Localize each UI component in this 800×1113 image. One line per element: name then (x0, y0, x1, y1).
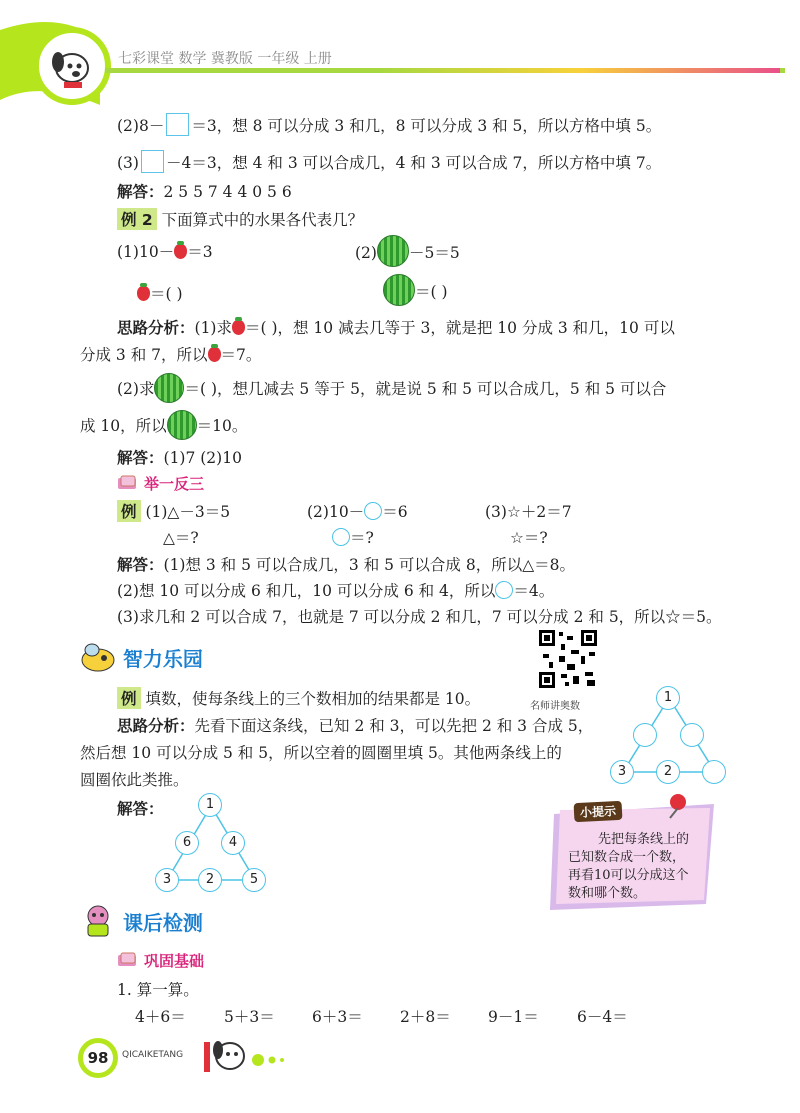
triangle-puzzle (608, 682, 758, 787)
answer-circle-mid-right: 4 (221, 831, 245, 855)
circle-bottom-right (702, 760, 726, 784)
question-1-item: 5＋3＝ (224, 1008, 275, 1026)
answer-circle-top: 1 (198, 793, 222, 817)
tip-line-1: 先把每条线上的 (598, 832, 690, 847)
answer-circle-mid-left: 6 (175, 831, 199, 855)
example-tag: 例 (117, 687, 141, 709)
ex3-problem-3: (3)☆＋2＝7 (485, 503, 572, 521)
strawberry-icon (232, 320, 245, 335)
ex3-question-3: ☆＝? (510, 529, 548, 547)
answer-1: 解答：2 5 5 7 4 4 0 5 6 (117, 183, 292, 201)
tip-line-2: 已知数合成一个数， (568, 850, 686, 865)
circle-top: 1 (656, 686, 680, 710)
question-1-title: 1. 算一算。 (117, 981, 199, 999)
tip-title: 小提示 (574, 801, 623, 822)
analysis-4-3: 圆圈依此类推。 (80, 771, 189, 789)
analysis-2: (2)求 ＝( )，想几减去 5 等于 5，就是说 5 和 5 可以合成几，5 和 5 可以合 (117, 373, 666, 403)
question-1-item: 2＋8＝ (400, 1008, 451, 1026)
line-2: (3) －4＝3，想 4 和 3 可以合成几，4 和 3 可以合成 7，所以方格中填 7。 (117, 150, 661, 173)
triangle-answer (155, 792, 275, 892)
example-3: 例 (1)△－3＝5 (117, 500, 230, 522)
tip-note (546, 800, 716, 910)
answer-circle-bottom-right: 5 (242, 868, 266, 892)
dog-mascot-icon (46, 40, 100, 94)
analysis-4-2: 然后想 10 可以分成 5 和 5，所以空着的圆圈里填 5。其他两条线上的 (80, 744, 562, 762)
watermelon-icon (154, 373, 184, 403)
cartoon-character-icon (78, 902, 118, 938)
answer-circle-bottom-mid: 2 (198, 868, 222, 892)
page-number-badge (78, 1038, 118, 1078)
ex3-problem-2: (2)10－ ＝6 (307, 503, 408, 521)
example-tag: 例 (117, 500, 141, 522)
analysis-4-1: 思路分析：先看下面这条线，已知 2 和 3，可以先把 2 和 3 合成 5， (117, 717, 594, 735)
analysis-1: 思路分析：(1)求 ＝( )，想 10 减去几等于 3，就是把 10 分成 3 和几，10 可以 (117, 319, 675, 337)
footer-brand: QICAIKETANG (122, 1050, 184, 1060)
pencil-note-icon (117, 475, 139, 491)
footer-mascot-icon (200, 1034, 290, 1078)
circle-shape-icon (364, 502, 382, 520)
question-1-item: 9－1＝ (488, 1008, 539, 1026)
circle-shape-icon (332, 528, 350, 546)
header-bar (0, 0, 800, 110)
strawberry-icon (208, 347, 221, 362)
subsection-practice: 举一反三 (117, 473, 204, 494)
example-tag: 例 2 (117, 208, 157, 230)
cartoon-bee-icon (78, 640, 118, 674)
ex3-question-1: △＝? (163, 529, 199, 547)
ex2-problem-1: (1)10－ ＝3 (117, 243, 213, 261)
question-1-item: 4＋6＝ (135, 1008, 186, 1026)
circle-shape-icon (495, 581, 513, 599)
circle-mid-left (633, 723, 657, 747)
ex2-problem-2: (2) －5＝5 (355, 235, 460, 267)
question-1-item: 6＋3＝ (312, 1008, 363, 1026)
tip-line-3: 再看10可以分成这个 (568, 868, 689, 883)
page-number: 98 (87, 1049, 109, 1067)
tip-line-4: 数和哪个数。 (568, 886, 647, 901)
answer-circle-bottom-left: 3 (155, 868, 179, 892)
answer-3-3: (3)求几和 2 可以合成 7，也就是 7 可以分成 2 和几，7 可以分成 2 和 5，所以☆＝5。 (117, 608, 722, 626)
strawberry-icon (137, 286, 150, 301)
analysis-2-cont: 成 10，所以 ＝10。 (80, 410, 247, 440)
pencil-note-icon (117, 952, 139, 968)
watermelon-icon (377, 235, 409, 267)
ex2-question-2: ＝( ) (383, 274, 448, 306)
qr-code[interactable] (537, 628, 599, 690)
line-1: (2)8－ ＝3，想 8 可以分成 3 和几，8 可以分成 3 和 5，所以方格中填 5。 (117, 113, 661, 136)
circle-bottom-left: 3 (610, 760, 634, 784)
qr-code-icon (537, 628, 599, 690)
analysis-1-cont: 分成 3 和 7，所以 ＝7。 (80, 346, 262, 364)
answer-3-2: (2)想 10 可以分成 6 和几，10 可以分成 6 和 4，所以 ＝4。 (117, 582, 555, 600)
watermelon-icon (167, 410, 197, 440)
header-title: 七彩课堂 数学 冀教版 一年级 上册 (118, 51, 332, 67)
subsection-basics: 巩固基础 (117, 950, 204, 971)
watermelon-icon (383, 274, 415, 306)
section-brain-park: 智力乐园 (78, 640, 203, 674)
circle-bottom-mid: 2 (656, 760, 680, 784)
answer-3-1: 解答：(1)想 3 和 5 可以合成几，3 和 5 可以合成 8，所以△＝8。 (117, 556, 575, 574)
answer-box (166, 113, 189, 136)
ex2-question-1: ＝( ) (137, 282, 183, 304)
pushpin-icon (664, 792, 692, 820)
qr-caption: 名师讲奥数 (530, 701, 580, 712)
question-1-item: 6－4＝ (577, 1008, 628, 1026)
circle-mid-right (680, 723, 704, 747)
ex3-question-2: ＝? (332, 526, 374, 548)
answer-box (141, 150, 164, 173)
example-2: 例 2 下面算式中的水果各代表几？ (117, 208, 363, 230)
section-after-class: 课后检测 (78, 902, 203, 938)
example-4: 例 填数，使每条线上的三个数相加的结果都是 10。 (117, 687, 480, 709)
answer-2: 解答：(1)7 (2)10 (117, 449, 242, 467)
strawberry-icon (174, 244, 187, 259)
answer-4-label: 解答： (117, 800, 164, 818)
